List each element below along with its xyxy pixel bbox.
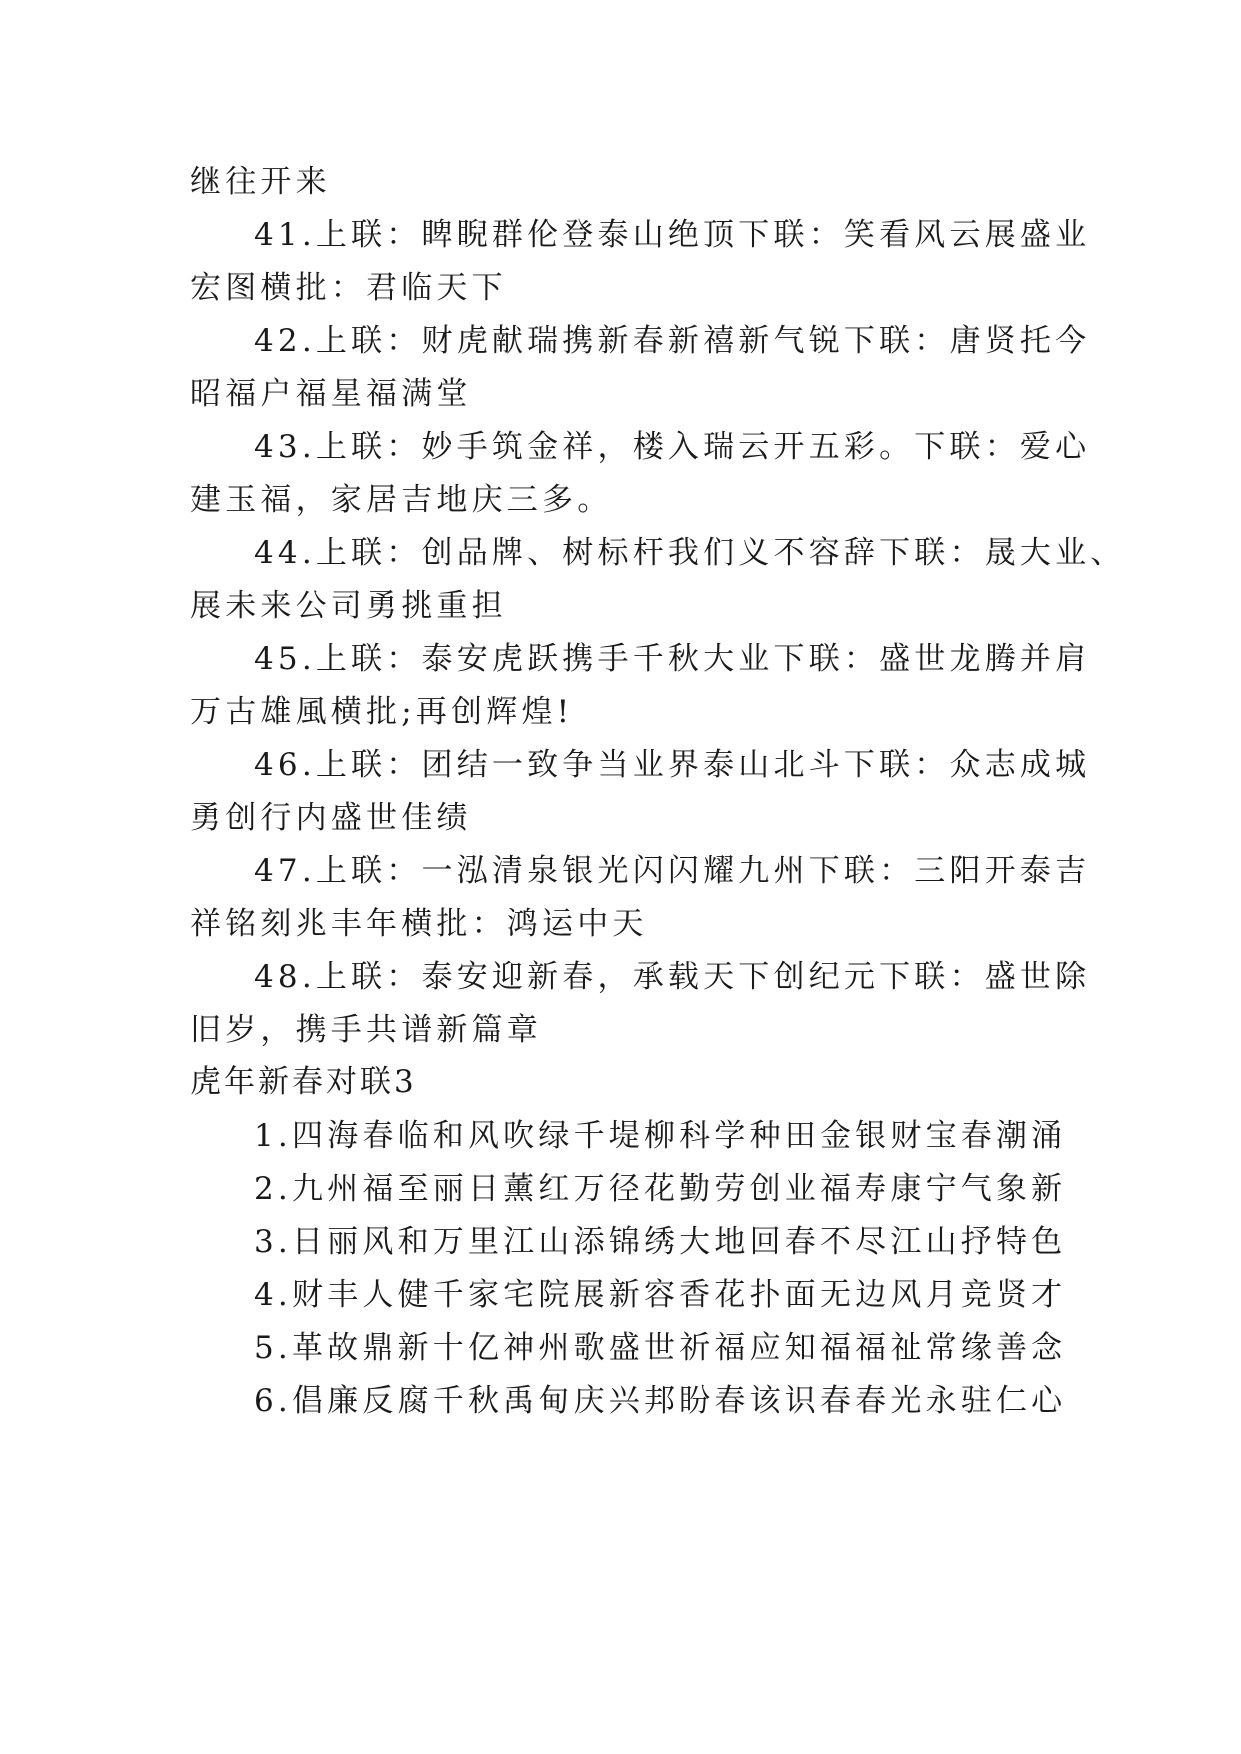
couplet-41-line-1: 41.上联：睥睨群伦登泰山绝顶下联：笑看风云展盛业	[254, 217, 1091, 253]
couplet-48-line-1: 48.上联：泰安迎新春，承载天下创纪元下联：盛世除	[254, 959, 1091, 995]
couplet-1: 1.四海春临和风吹绿千堤柳科学种田金银财宝春潮涌	[254, 1118, 1067, 1154]
couplet-46-line-2: 勇创行内盛世佳绩	[190, 800, 472, 836]
couplet-44-line-2: 展未来公司勇挑重担	[190, 588, 507, 624]
couplet-43-line-1: 43.上联：妙手筑金祥，楼入瑞云开五彩。下联：爱心	[254, 429, 1091, 465]
couplet-2: 2.九州福至丽日薰红万径花勤劳创业福寿康宁气象新	[254, 1171, 1067, 1207]
couplet-44-line-1: 44.上联：创品牌、树标杆我们义不容辞下联：晟大业、	[254, 535, 1126, 571]
couplet-3: 3.日丽风和万里江山添锦绣大地回春不尽江山抒特色	[254, 1224, 1067, 1260]
section-heading: 虎年新春对联3	[190, 1064, 417, 1100]
couplet-48-line-2: 旧岁，携手共谱新篇章	[190, 1012, 542, 1048]
couplet-47-line-2: 祥铭刻兆丰年横批：鸿运中天	[190, 906, 648, 942]
couplet-5: 5.革故鼎新十亿神州歌盛世祈福应知福福祉常缘善念	[254, 1330, 1067, 1366]
couplet-46-line-1: 46.上联：团结一致争当业界泰山北斗下联：众志成城	[254, 747, 1091, 783]
couplet-42-line-2: 昭福户福星福满堂	[190, 376, 472, 412]
couplet-47-line-1: 47.上联：一泓清泉银光闪闪耀九州下联：三阳开泰吉	[254, 853, 1091, 889]
couplet-42-line-1: 42.上联：财虎献瑞携新春新禧新气锐下联：唐贤托今	[254, 323, 1091, 359]
couplet-45-line-2: 万古雄風横批;再创辉煌!	[190, 694, 574, 730]
couplet-6: 6.倡廉反腐千秋禹甸庆兴邦盼春该识春春光永驻仁心	[254, 1383, 1067, 1419]
couplet-45-line-1: 45.上联：泰安虎跃携手千秋大业下联：盛世龙腾并肩	[254, 641, 1091, 677]
couplet-41-line-2: 宏图横批：君临天下	[190, 270, 507, 306]
text-line: 继往开来	[190, 164, 331, 200]
couplet-43-line-2: 建玉福，家居吉地庆三多。	[190, 482, 613, 518]
couplet-4: 4.财丰人健千家宅院展新容香花扑面无边风月竞贤才	[254, 1277, 1067, 1313]
